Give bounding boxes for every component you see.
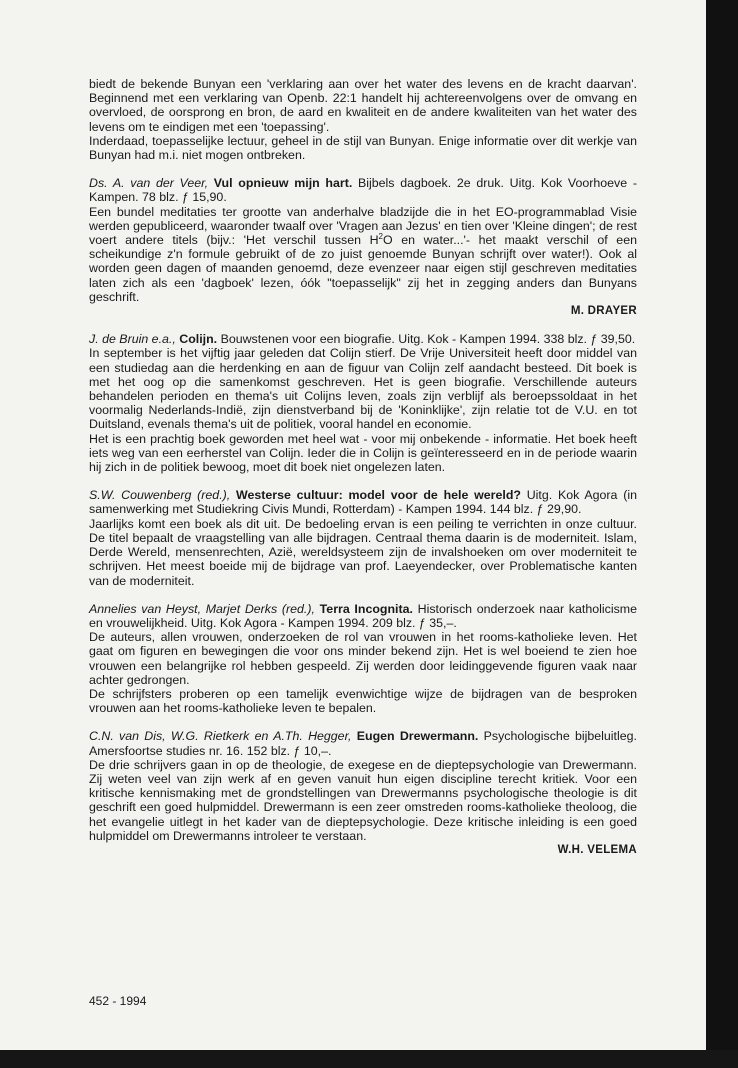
scan-edge-bottom — [0, 1050, 738, 1068]
review-title: Westerse cultuur: model voor de hele wereld? — [235, 488, 521, 503]
review-title: Colijn. — [179, 332, 218, 347]
review-author: S.W. Couwenberg (red.), — [89, 488, 231, 503]
review-title: Terra Incognita. — [319, 601, 413, 616]
review-author: Ds. A. van der Veer, — [89, 176, 209, 191]
review-paragraph-1: In september is het vijftig jaar geleden dat Colijn stierf. De Vrije Universiteit heeft door middel van een studiedag aan die herdenking en aan de figuur van Colijn zelf aandacht besteed. Dit boek is met het oog op die samenkomst geschreven. Het is geen biografie. Verschillende auteurs behandelen perioden en thema's uit Colijns leven, zoals zijn verblijf als beroepssoldaat in het voormalig Nederlands-Indië, zijn dienstverband bij de 'Koninklijke', zijn relatie tot de V.U. en tot Duitsland, evenals thema's uit de politiek, vooral handel en economie. — [89, 346, 637, 432]
review-author: C.N. van Dis, W.G. Rietkerk en A.Th. Hegger, — [89, 729, 352, 744]
reviewer-signature: W.H. VELEMA — [557, 843, 637, 856]
review-heading — [89, 332, 637, 346]
review-paragraph-2: De schrijfsters proberen op een tamelijk evenwichtige wijze de bijdragen van de besproken vrouwen aan het rooms-katholieke leven te bepalen. — [89, 686, 637, 716]
review-paragraph-2: Het is een prachtig boek geworden met heel wat - voor mij onbekende - informatie. Het boek heeft iets weg van een eerherstel van Colijn. Ieder die in Colijn is geïnteresseerd en in de periode waarin hij zich in de politiek bewoog, moet dit boek niet ongelezen laten. — [89, 431, 637, 475]
review-author: Annelies van Heyst, Marjet Derks (red.), — [89, 601, 315, 616]
review-terra-incognita — [89, 602, 637, 716]
review-colijn — [89, 332, 637, 474]
intro-continuation — [89, 77, 637, 162]
review-body-part-a: Een bundel meditaties ter grootte van anderhalve bladzijde die in het EO-programmablad Visie werden gepubliceerd, waaronder twaalf over 'Vragen aan Jezus' en tien over 'Kleine dingen'; de rest voert andere titels (bijv.: 'Het verschil tussen H — [89, 204, 637, 248]
page-content — [89, 77, 637, 871]
scan-edge-right — [706, 0, 738, 1068]
review-biblio: Bijbels dagboek. 2e druk. Uitg. Kok Voorhoeve - Kampen. 78 blz. ƒ 15,90. — [89, 176, 637, 205]
intro-paragraph-2: Inderdaad, toepasselijke lectuur, geheel in de stijl van Bunyan. Enige informatie over dit werkje van Bunyan had m.i. niet mogen ontbreken. — [89, 133, 637, 163]
review-vul-opnieuw — [89, 176, 637, 318]
review-westerse-cultuur — [89, 488, 637, 587]
review-biblio: Psychologische bijbeluitleg. Amersfoortse studies nr. 16. 152 blz. ƒ 10,–. — [89, 729, 637, 758]
review-paragraph-1: De drie schrijvers gaan in op de theologie, de exegese en de dieptepsychologie van Drewermann. Zij weten veel van zijn werk af en geven vanuit hun eigen discipline terecht kritiek. Voor een kritische kennismaking met de grondstellingen van Drewermanns psychologische theologie is dit geschrift een goed hulpmiddel. Drewermann is een zeer omstreden rooms-katholieke theoloog, die het evangelie uitlegt in het kader van de dieptepsychologie. Deze kritische inleiding is een goed hulpmiddel om Drewermanns introleer te verstaan. — [89, 757, 637, 843]
review-heading — [89, 176, 637, 204]
review-heading — [89, 602, 637, 630]
review-heading — [89, 729, 637, 757]
intro-paragraph-1: biedt de bekende Bunyan een 'verklaring aan over het water des levens en de kracht daarvan'. Beginnend met een verklaring van Openb. 22:1 handelt hij achtereenvolgens over de omvang en overvloed, de oorsprong en bron, de aard en kwaliteit en de andere kwaliteiten van het water des levens om te eindigen met een 'toepassing'. — [89, 77, 637, 134]
page-number: 452 - 1994 — [89, 994, 147, 1008]
review-biblio: Historisch onderzoek naar katholicisme en vrouwelijkheid. Uitg. Kok Agora - Kampen 1994. 209 blz. ƒ 35,–. — [89, 601, 637, 630]
review-author: J. de Bruin e.a., — [89, 332, 176, 347]
review-drewermann — [89, 729, 637, 857]
review-title: Vul opnieuw mijn hart. — [213, 176, 353, 191]
review-paragraph-1: De auteurs, allen vrouwen, onderzoeken de rol van vrouwen in het rooms-katholieke leven. Het gaat om figuren en bewegingen die voor ons minder bekend zijn. Het is wel boeiend te zien hoe vrouwen een belangrijke rol hebben gespeeld. Zij werden door leidinggevende figuren vaak naar achter gedrongen. — [89, 630, 637, 687]
review-title: Eugen Drewermann. — [356, 729, 479, 744]
review-biblio: Bouwstenen voor een biografie. Uitg. Kok - Kampen 1994. 338 blz. ƒ 39,50. — [220, 332, 636, 347]
reviewer-signature: M. DRAYER — [570, 305, 637, 318]
review-body-superscript: 2 — [378, 231, 383, 241]
review-biblio: Uitg. Kok Agora (in samenwerking met Studiekring Civis Mundi, Rotterdam) - Kampen 1994. 144 blz. ƒ 29,90. — [89, 488, 637, 517]
review-body-part-b: O en water...'- het maakt verschil of een scheikundige z'n formule gebruikt of de zo juist genoemde Bunyan schrijft over water!). Ook al worden geen dagen of maanden genoemd, deze evenzeer naar eigen stijl geschreven meditaties laten zich als een 'dagboek' lezen, óók "toepasselijk" zij het in zegging anders dan Bunyans geschrift. — [89, 233, 637, 304]
review-body — [89, 205, 637, 304]
review-heading — [89, 488, 637, 516]
review-paragraph-1: Jaarlijks komt een boek als dit uit. De bedoeling ervan is een peiling te verrichten in onze cultuur. De titel bepaalt de vraagstelling van alle bijdragen. Centraal thema daarin is de moderniteit. Islam, Derde Wereld, mensenrechten, Azië, wereldsysteem zijn de invalshoeken om over moderniteit te schrijven. Het meest boeide mij de bijdrage van prof. Laeyendecker, over Problematische kanten van de moderniteit. — [89, 516, 637, 588]
